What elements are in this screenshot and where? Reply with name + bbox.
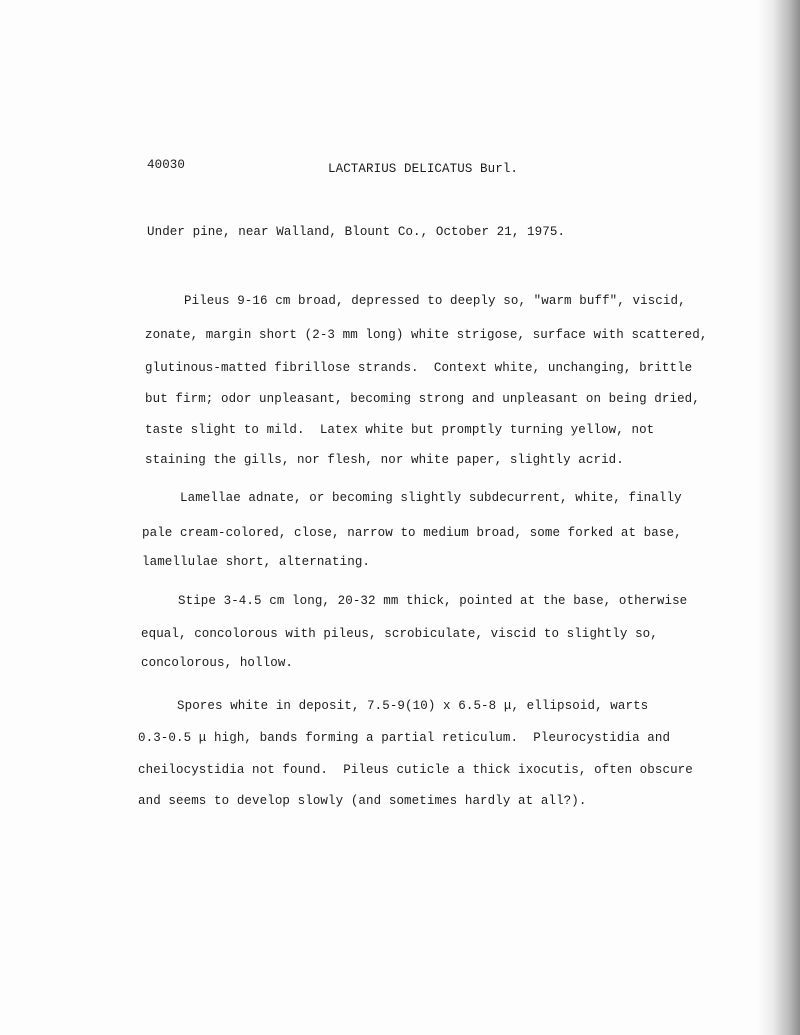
document-title: LACTARIUS DELICATUS Burl. bbox=[328, 162, 519, 176]
text-line: taste slight to mild. Latex white but promptly turning yellow, not bbox=[145, 423, 655, 437]
scan-edge-shadow bbox=[758, 0, 800, 1035]
text-line: glutinous-matted fibrillose strands. Context white, unchanging, brittle bbox=[145, 361, 693, 375]
text-line: Pileus 9-16 cm broad, depressed to deeply so, "warm buff", viscid, bbox=[184, 294, 686, 308]
text-line: zonate, margin short (2-3 mm long) white strigose, surface with scattered, bbox=[145, 328, 708, 342]
text-line: but firm; odor unpleasant, becoming strong and unpleasant on being dried, bbox=[145, 392, 700, 406]
text-line: equal, concolorous with pileus, scrobiculate, viscid to slightly so, bbox=[141, 627, 658, 641]
text-line: Lamellae adnate, or becoming slightly subdecurrent, white, finally bbox=[180, 491, 682, 505]
text-line: concolorous, hollow. bbox=[141, 656, 294, 670]
text-line: and seems to develop slowly (and sometimes hardly at all?). bbox=[138, 794, 587, 808]
text-line: staining the gills, nor flesh, nor white paper, slightly acrid. bbox=[145, 453, 624, 467]
text-line: cheilocystidia not found. Pileus cuticle a thick ixocutis, often obscure bbox=[138, 763, 693, 777]
text-line: 0.3-0.5 μ high, bands forming a partial reticulum. Pleurocystidia and bbox=[138, 731, 671, 745]
text-line: pale cream-colored, close, narrow to medium broad, some forked at base, bbox=[142, 526, 682, 540]
text-line: Stipe 3-4.5 cm long, 20-32 mm thick, pointed at the base, otherwise bbox=[178, 594, 688, 608]
text-line: Spores white in deposit, 7.5-9(10) x 6.5-8 μ, ellipsoid, warts bbox=[177, 699, 649, 713]
accession-number: 40030 bbox=[147, 158, 186, 172]
collection-locality: Under pine, near Walland, Blount Co., October 21, 1975. bbox=[147, 225, 566, 239]
text-line: lamellulae short, alternating. bbox=[142, 555, 371, 569]
